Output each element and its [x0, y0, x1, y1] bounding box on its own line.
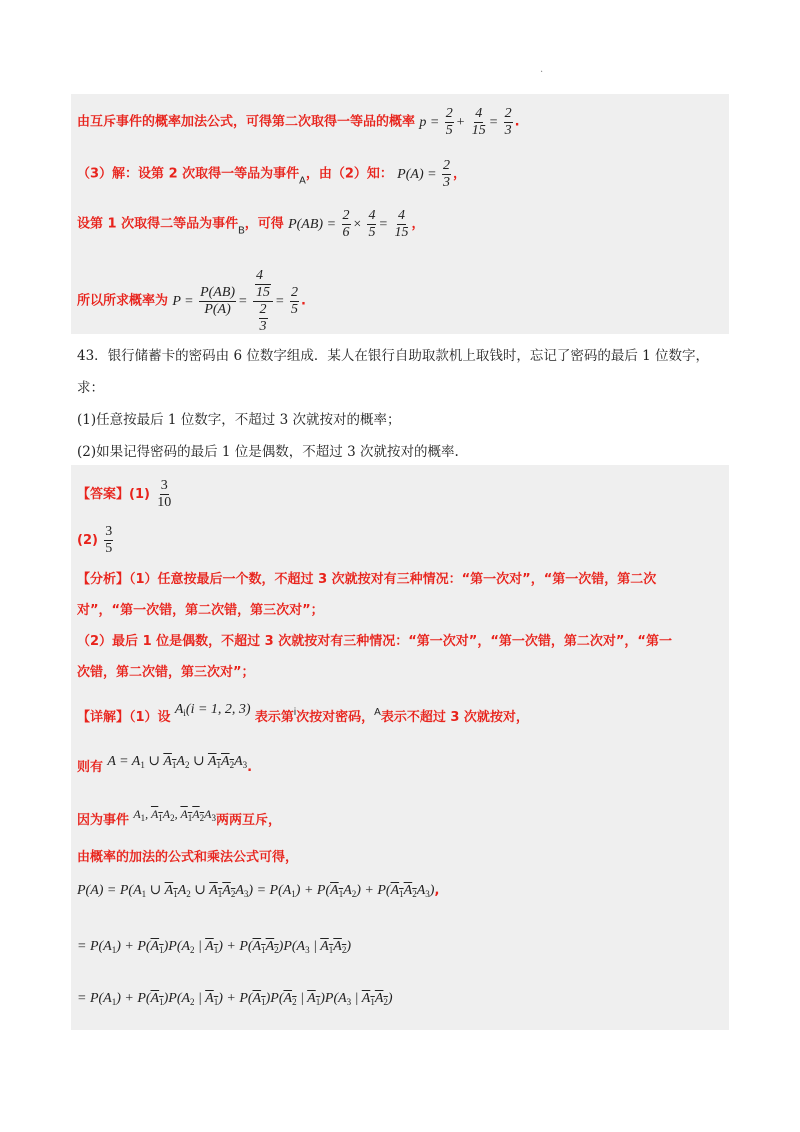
pab-formula: P(AB) = $\frac{2}{6}$ × $\frac{4}{5}$ = $\frac{4}{15}$ [288, 208, 409, 240]
detail-line3: 因为事件 $A_1$, $A_1A_2$, $A_1A_2A_3$两两互斥， [77, 807, 281, 828]
prob-formula: p = $\frac{2}{5}$ + $\frac{4}{15}$ = $\frac{2}{3}$ [419, 106, 512, 138]
events-list: $A_1$, $A_1A_2$, $A_1A_2A_3$ [133, 807, 216, 823]
equation-2: = $P(A_1) + P(A_1)P(A_2$ | $A_1) + P(A_1A_2)P(A_3$ | $A_1A_2$) [77, 939, 352, 955]
conditional-prob-formula: P = $\frac{P(AB)}{P(A)}$ = 4 15 2 3 = $\frac{2}{5}$ [172, 268, 298, 334]
equation-3: = $P(A_1) + P(A_1)P(A_2$ | $A_1) + P(A_1)P(A_2$ | $A_1)P(A_3$ | $A_1A_2$) [77, 991, 393, 1007]
block1-line4: 所以所求概率为 P = $\frac{P(AB)}{P(A)}$ = 4 15 2 3 = $\frac{2}{5}$ . [77, 268, 306, 334]
question-stem-line1: 43．银行储蓄卡的密码由 6 位数字组成．某人在银行自助取款机上取钱时，忘记了密码的最后 1 位数字， [77, 348, 710, 364]
block1-line2: （3）解：设第 2 次取得一等品为事件$_A$，由（2）知： P(A) = $\frac{2}{3}$ ， [77, 158, 467, 190]
answer-2-value: $\frac{3}{5}$ [105, 524, 113, 556]
detail-line1: 【详解】（1）设 $A_i(i = 1$, 2, 3) 表示第$^i$次按对密码，$^A$表示不超过 3 次就按对， [77, 702, 529, 725]
answer-line1: 【答案】(1) $\frac{3}{10}$ [77, 478, 172, 510]
question-part1: (1)任意按最后 1 位数字，不超过 3 次就按对的概率； [77, 412, 401, 428]
detail-line2: 则有 $A = A_1$ ∪ $A_1A_2$ ∪ $A_1A_2A_3$. [77, 754, 253, 775]
equation-1: $P(A) = P(A_1$ ∪ $A_1A_2$ ∪ $A_1A_2A_3) = P(A_1) + P(A_1A_2) + P(A_1A_2A_3)$, [77, 883, 440, 899]
analysis-line3: （2）最后 1 位是偶数，不超过 3 次就按对有三种情况：“第一次对”，“第一次错，第二次对”，“第一 [77, 634, 672, 649]
analysis-line1: 【分析】（1）任意按最后一个数，不超过 3 次就按对有三种情况：“第一次对”，“第一次错，第二次 [77, 572, 657, 587]
answer-line2: (2) $\frac{3}{5}$ [77, 524, 113, 556]
detail-line4: 由概率的加法的公式和乘法公式可得， [77, 850, 299, 865]
question-part2: (2)如果记得密码的最后 1 位是偶数，不超过 3 次就按对的概率. [77, 444, 459, 460]
event-union: $A = A_1$ ∪ $A_1A_2$ ∪ $A_1A_2A_3$ [107, 754, 248, 770]
ai-def: $A_i(i = 1$, 2, 3) [174, 702, 251, 718]
question-stem-line2: 求： [77, 380, 104, 396]
pa-formula: P(A) = $\frac{2}{3}$ [397, 158, 451, 190]
analysis-line2: 对”，“第一次错，第二次错，第三次对”； [77, 603, 324, 618]
analysis-line4: 次错，第二次错，第三次对”； [77, 665, 255, 680]
block1-line3: 设第 1 次取得二等品为事件$_B$，可得 P(AB) = $\frac{2}{6}$ × $\frac{4}{5}$ = $\frac{4}{15}$ ， [77, 208, 425, 240]
page-dot: . [540, 64, 544, 75]
block1-line1: 由互斥事件的概率加法公式，可得第二次取得一等品的概率 p = $\frac{2}{5}$ + $\frac{4}{15}$ = $\frac{2}{3}$ . [77, 106, 520, 138]
answer-1-value: $\frac{3}{10}$ [157, 478, 172, 510]
